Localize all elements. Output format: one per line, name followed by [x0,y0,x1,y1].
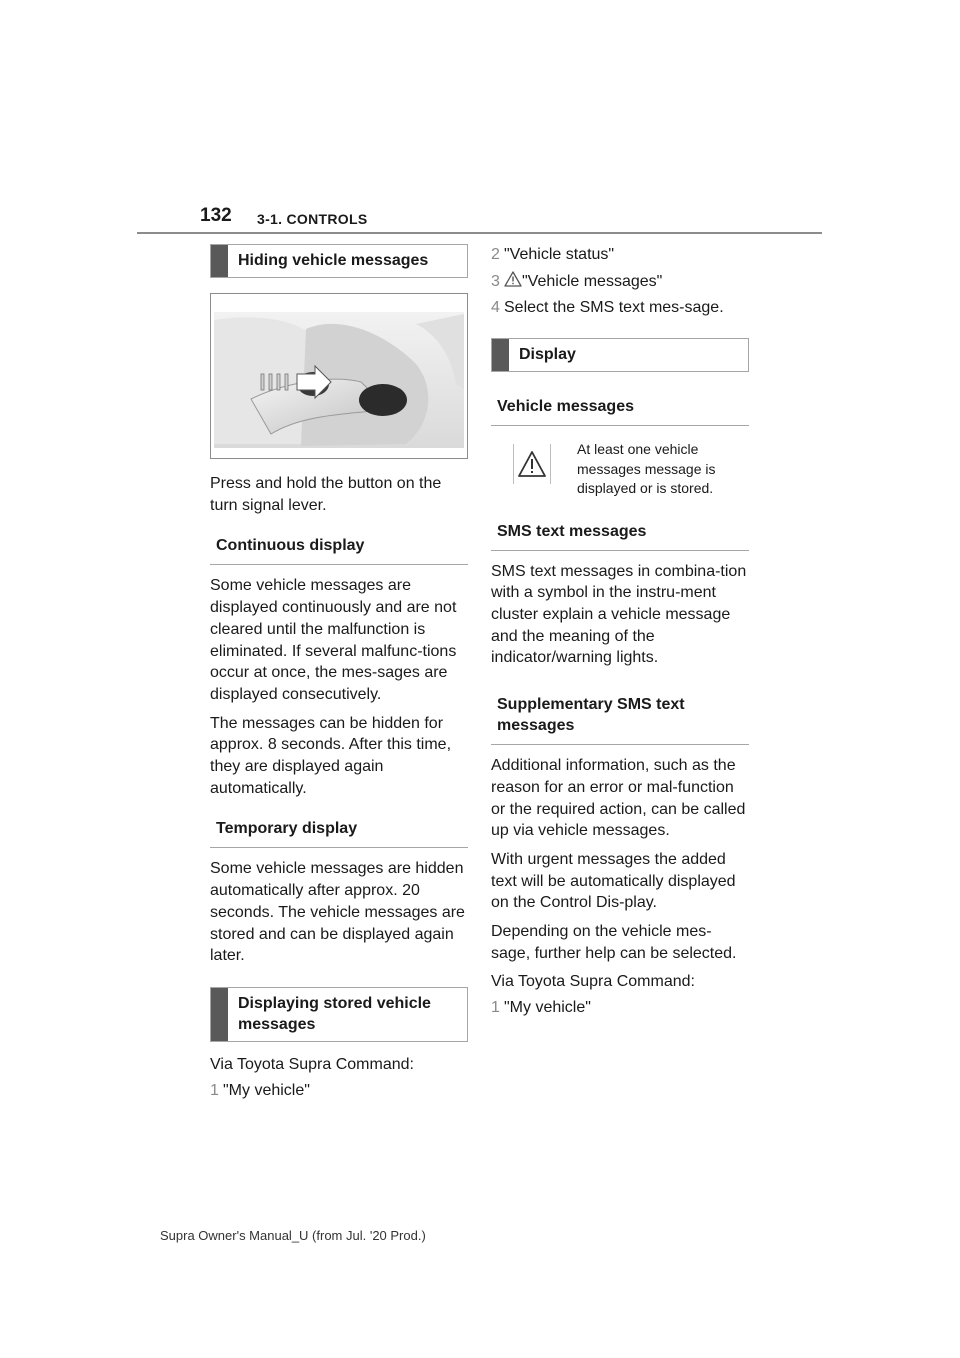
warning-triangle-icon [504,271,522,287]
left-column [210,244,468,1101]
page-number: 132 [200,205,232,226]
step-label: "Vehicle messages" [522,272,663,290]
header-rule [137,232,822,234]
step-number: 4 [491,299,500,317]
heading-temporary-display: Temporary display [210,818,468,848]
step-item [491,244,749,266]
turn-signal-lever-illustration [210,293,468,459]
heading-display: Display [491,338,749,372]
step-label: "Vehicle status" [504,246,615,263]
heading-vehicle-messages: Vehicle messages [491,396,749,426]
step-item [491,297,749,319]
step-number: 1 [210,1081,219,1099]
page-header [200,203,822,233]
turn-signal-lever-icon [211,294,467,458]
heading-continuous-display: Continuous display [210,535,468,565]
supp-text-1: Additional information, such as the reason for an error or mal-function or the required action, can be called up via vehicle messages. [491,757,746,840]
sms-text: SMS text messages in combina-tion with a symbol in the instru-ment cluster explain a vehicle message and the meaning of the indicator/warning lights. [491,562,747,667]
temporary-text: Some vehicle messages are hidden automatically after approx. 20 seconds. The vehicle messages are stored and can be displayed again later. [210,860,465,965]
step-number: 3 [491,272,500,290]
symbol-description: At least one vehicle messages message is displayed or is stored. [577,441,716,497]
continuous-text-1: Some vehicle messages are displayed continuously and are not cleared until the malfunction is eliminated. If several malfunc-tions occur at once, the mes-sages are displayed consecutively. [210,577,457,703]
heading-supplementary-sms: Supplementary SMS text messages [491,694,749,745]
step-label: "My vehicle" [223,1081,310,1099]
section-title: 3-1. CONTROLS [257,211,368,227]
heading-displaying-stored-messages: Displaying stored vehicle messages [210,987,468,1042]
hiding-text: Press and hold the button on the turn signal lever. [210,475,442,514]
step-item [210,1080,468,1102]
page-footer: Supra Owner's Manual_U (from Jul. '20 Prod.) [160,1228,426,1243]
symbol-row [491,440,749,499]
step-number: 2 [491,246,500,263]
via-command-text: Via Toyota Supra Command: [210,1055,414,1073]
step-label: "My vehicle" [504,999,591,1017]
supp-text-3: Depending on the vehicle mes-sage, further help can be selected. [491,923,737,962]
continuous-text-2: The messages can be hidden for approx. 8 seconds. After this time, they are displayed again automatically. [210,714,452,797]
step-item [491,271,749,293]
supp-text-2: With urgent messages the added text will be automatically displayed on the Control Dis-play. [491,850,736,912]
heading-hiding-vehicle-messages: Hiding vehicle messages [210,244,468,278]
step-label: Select the SMS text mes-sage. [504,299,724,317]
step-item [491,997,749,1019]
heading-sms-text-messages: SMS text messages [491,521,749,551]
right-column [491,244,749,1019]
via-command-text: Via Toyota Supra Command: [491,973,695,991]
warning-triangle-icon [513,444,551,484]
step-number: 1 [491,999,500,1017]
